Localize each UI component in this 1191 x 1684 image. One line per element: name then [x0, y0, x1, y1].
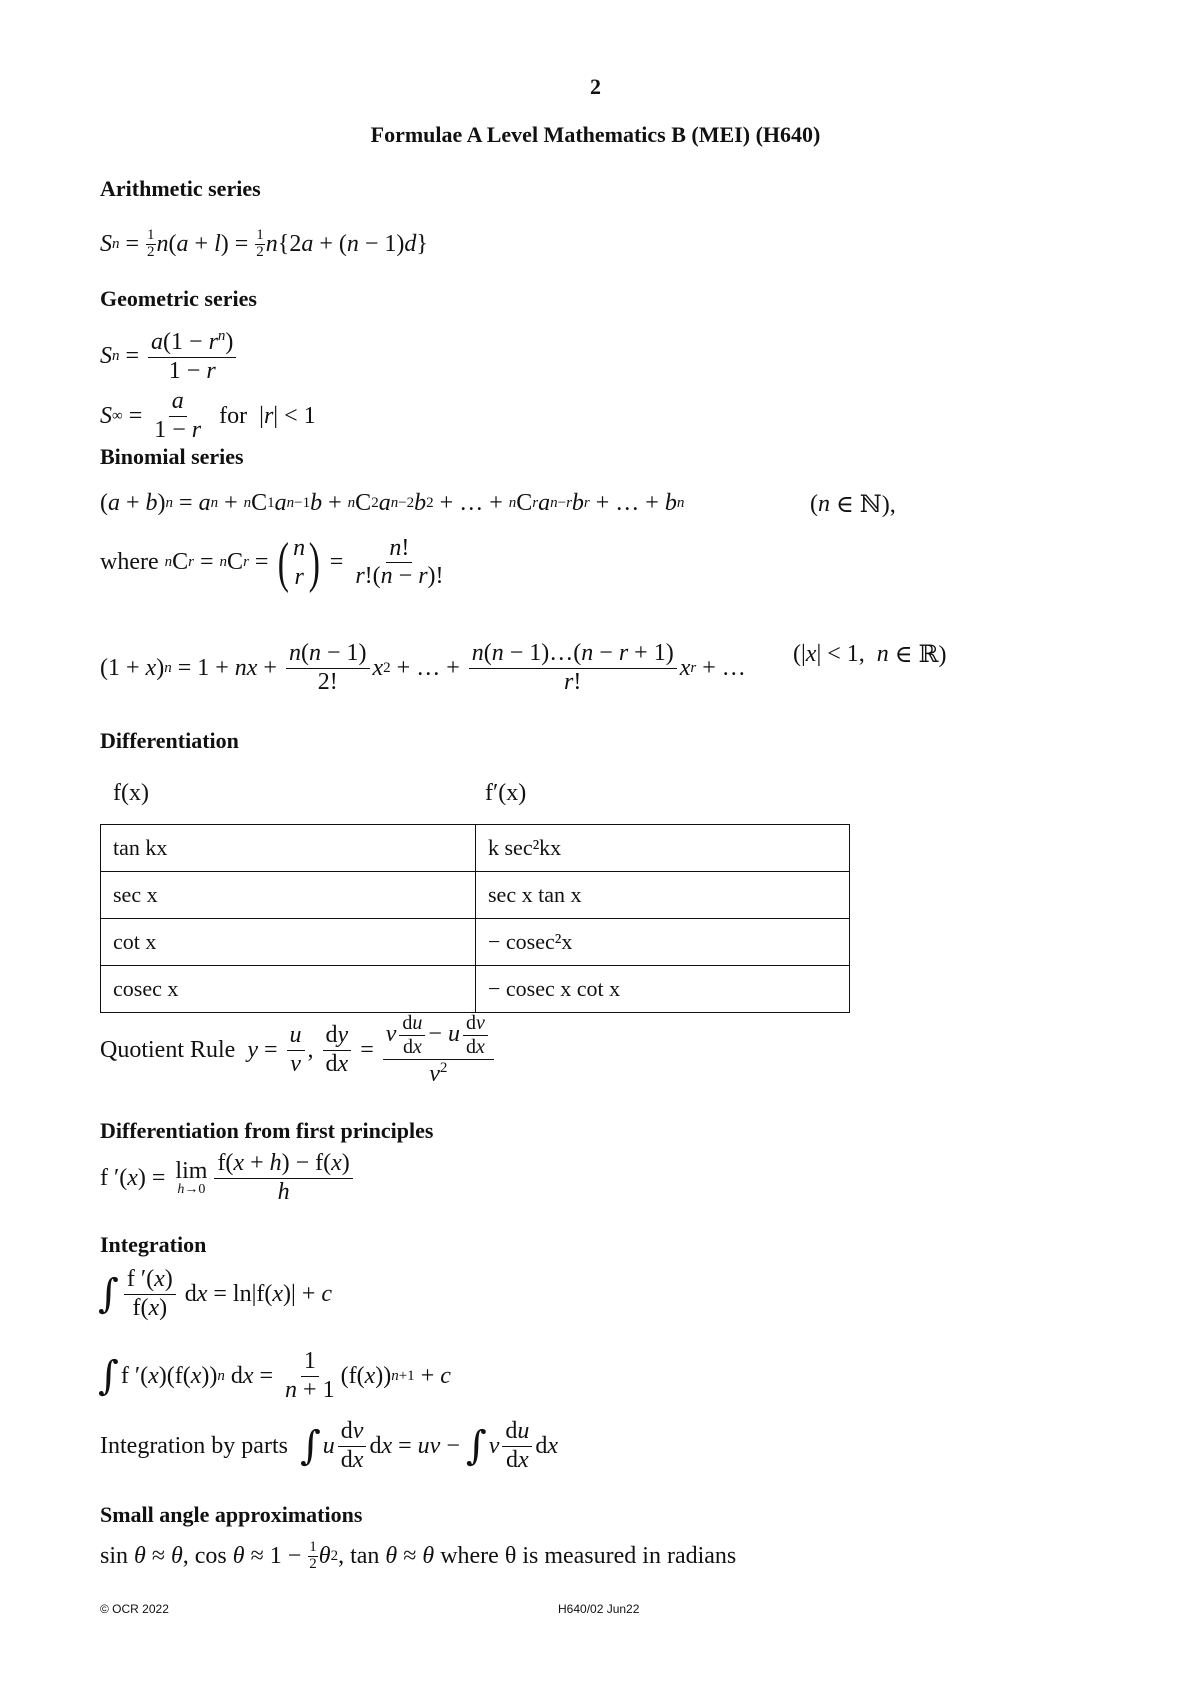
table-header-fx: f(x)	[113, 780, 149, 806]
table-cell: − cosec x cot x	[476, 966, 850, 1013]
label-small-angle-tail: where θ is measured in radians	[440, 1542, 737, 1569]
table-cell: sec x	[101, 872, 476, 919]
heading-integration: Integration	[100, 1232, 207, 1257]
condition-n-natural: ( n ∈ ℕ),	[810, 491, 896, 518]
heading-first-principles: Differentiation from first principles	[100, 1118, 434, 1143]
footer-code: H640/02 Jun22	[558, 1602, 640, 1616]
label-integration-by-parts: Integration by parts	[100, 1432, 288, 1459]
table-cell: cosec x	[101, 966, 476, 1013]
table-header-fprime: f′(x)	[485, 780, 527, 806]
heading-geometric-series: Geometric series	[100, 286, 257, 311]
label-quotient-rule: Quotient Rule	[100, 1036, 236, 1063]
formula-arithmetic-sum: S n = $\frac{1}{2}$ n ( a + l ) = $\frac{1}{2}$ n {2 a + ( n − 1) d }	[100, 227, 428, 260]
document-title: Formulae A Level Mathematics B (MEI) (H640)	[370, 122, 821, 147]
heading-small-angle: Small angle approximations	[100, 1502, 363, 1527]
table-cell: k sec²kx	[476, 825, 850, 872]
formula-quotient-rule: Quotient Rule y = $\frac{u}{v}$ , $\frac{dy}{dx}$ = v $\frac{du}{dx}$ − u $\frac{dv}{dx}$ $v^2$	[100, 1012, 497, 1089]
heading-arithmetic-series: Arithmetic series	[100, 176, 261, 201]
formula-integration-log: ∫ $\frac{f '(x)}{f(x)}$ d x = ln|f( x )| + c	[98, 1266, 333, 1321]
table-cell: sec x tan x	[476, 872, 850, 919]
label-for: for	[219, 402, 248, 429]
table-cell: − cosec²x	[476, 919, 850, 966]
formula-first-principles: f ′( x ) = lim h→0 $\frac{f(x + h) - f(x)}{h}$	[100, 1150, 356, 1206]
page-number: 2	[590, 74, 601, 99]
formula-geometric-infinity: S ∞ = $\frac{a}{1 - r}$ for | r | < 1	[100, 388, 316, 443]
formula-geometric-sum: S n = $\frac{a(1 - r^n)}{1 - r}$	[100, 328, 239, 385]
heading-binomial-series: Binomial series	[100, 444, 244, 469]
differentiation-table	[100, 824, 850, 1013]
table-row	[101, 966, 850, 1013]
table-row	[101, 919, 850, 966]
table-cell: cot x	[101, 919, 476, 966]
table-cell: tan kx	[101, 825, 476, 872]
heading-differentiation: Differentiation	[100, 728, 239, 753]
formula-binomial-coefficient: where n C r = n C r = ( n r ) = $\frac{n!}{r!(n - r)!}$	[100, 531, 444, 594]
formula-binomial-expansion: ( a + b ) n = a n + n C 1 a n−1 b + n C 2 a n−2 b 2 + … + n C r a n−r b r + … + b n	[100, 490, 685, 516]
condition-x-real: (| x | < 1, n ∈ ℝ)	[793, 641, 947, 668]
table-row	[101, 872, 850, 919]
footer-copyright: © OCR 2022	[100, 1602, 169, 1616]
formula-integration-by-parts: Integration by parts ∫ u $\frac{dv}{dx}$ d x = uv − ∫ v $\frac{du}{dx}$ d x	[100, 1418, 559, 1473]
label-where: where	[100, 549, 159, 576]
table-row	[101, 825, 850, 872]
formula-binomial-general: (1 + x ) n = 1 + nx + $\frac{n(n - 1)}{2!}$ x 2 + … + $\frac{n(n - 1)\dots(n - r + 1)}{r!}$ x r + …	[100, 640, 746, 695]
formula-integration-power: ∫ f ′( x )(f( x )) n d x = $\frac{1}{n + 1}$ (f( x )) n+1 + c	[98, 1348, 451, 1403]
formula-small-angle: sin θ ≈ θ , cos θ ≈ 1 − $\frac{1}{2}$ θ 2 , tan θ ≈ θ where θ is measured in radians	[100, 1539, 737, 1572]
